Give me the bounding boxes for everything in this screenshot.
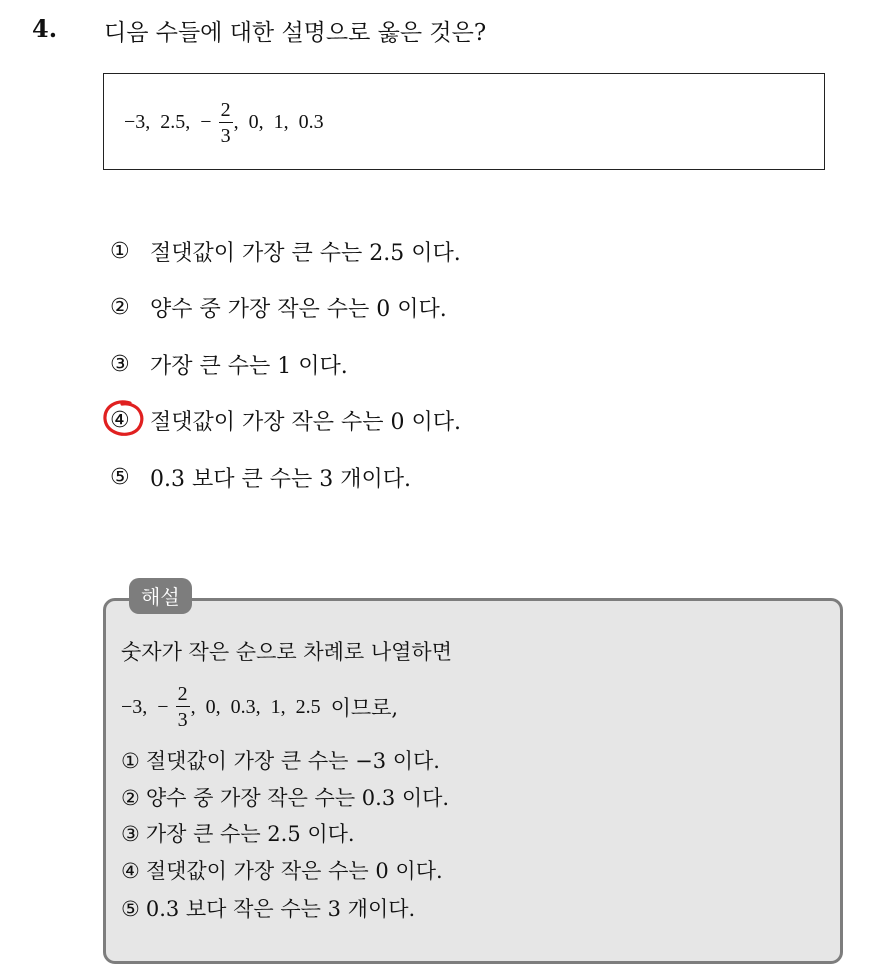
number-item: 2.5, <box>160 111 191 133</box>
explanation-text: 0.3 보다 작은 수는 3 개이다. <box>145 897 416 921</box>
fraction-item <box>200 100 238 146</box>
answer-circle-icon <box>100 397 148 441</box>
question-number: 4. <box>32 14 58 43</box>
number-list <box>124 74 334 171</box>
choice-text: 0.3 보다 큰 수는 3 개이다. <box>150 467 411 492</box>
comma: , <box>190 695 196 718</box>
number-list-box <box>103 73 825 170</box>
explanation-mark: ③ <box>121 822 140 846</box>
number-item: 0.3 <box>298 111 324 133</box>
number-item: −3, <box>124 111 151 133</box>
fraction <box>219 100 233 146</box>
choice-5[interactable] <box>110 462 411 493</box>
choice-text: 양수 중 가장 작은 수는 0 이다. <box>150 297 447 322</box>
comma: , <box>233 111 239 133</box>
question-text: 디음 수들에 대한 설명으로 옳은 것은? <box>104 20 487 46</box>
explanation-line-4 <box>121 855 443 885</box>
choice-mark: ④ <box>110 408 130 433</box>
explanation-line-3 <box>121 818 355 848</box>
number-item: 1, <box>273 111 289 133</box>
explanation-text: 양수 중 가장 작은 수는 0.3 이다. <box>145 786 450 810</box>
explanation-text: 가장 큰 수는 2.5 이다. <box>145 822 355 846</box>
sequence-item: 2.5 <box>295 695 321 718</box>
explanation-mark: ④ <box>121 859 140 883</box>
explanation-sequence <box>121 676 398 738</box>
fraction-denominator: 3 <box>220 124 231 147</box>
choice-text: 가장 큰 수는 1 이다. <box>150 354 348 379</box>
choice-2[interactable] <box>110 292 447 323</box>
explanation-line-5 <box>121 893 415 923</box>
choice-text: 절댓값이 가장 큰 수는 2.5 이다. <box>150 241 461 266</box>
fraction-item <box>157 684 195 730</box>
minus-sign: − <box>200 111 212 133</box>
explanation-mark: ② <box>121 786 140 810</box>
sequence-item: 0, <box>205 695 221 718</box>
choice-4[interactable] <box>110 405 461 436</box>
explanation-mark: ⑤ <box>121 897 140 921</box>
explanation-text: 절댓값이 가장 큰 수는 −3 이다. <box>145 749 440 773</box>
explanation-text: 절댓값이 가장 작은 수는 0 이다. <box>145 859 443 883</box>
number-item: 0, <box>248 111 264 133</box>
choice-mark: ① <box>110 239 130 264</box>
explanation-intro: 숫자가 작은 순으로 차례로 나열하면 <box>121 640 452 664</box>
choice-1[interactable] <box>110 236 461 267</box>
choice-mark: ③ <box>110 352 130 377</box>
fraction-numerator: 2 <box>177 683 188 705</box>
choice-mark: ② <box>110 295 130 320</box>
explanation-line-1 <box>121 745 440 775</box>
sequence-item: 0.3, <box>230 695 261 718</box>
choice-mark: ⑤ <box>110 465 130 490</box>
fraction-numerator: 2 <box>220 98 231 121</box>
sequence-tail: 이므로, <box>330 696 399 720</box>
choice-text: 절댓값이 가장 작은 수는 0 이다. <box>150 410 461 435</box>
explanation-mark: ① <box>121 749 140 773</box>
sequence-item: 1, <box>270 695 286 718</box>
sequence-item: −3, <box>121 695 148 718</box>
choice-3[interactable] <box>110 349 348 380</box>
explanation-line-2 <box>121 782 449 812</box>
fraction-denominator: 3 <box>177 709 188 731</box>
explanation-tab: 해설 <box>129 578 192 614</box>
fraction <box>176 684 190 730</box>
minus-sign: − <box>157 695 169 718</box>
